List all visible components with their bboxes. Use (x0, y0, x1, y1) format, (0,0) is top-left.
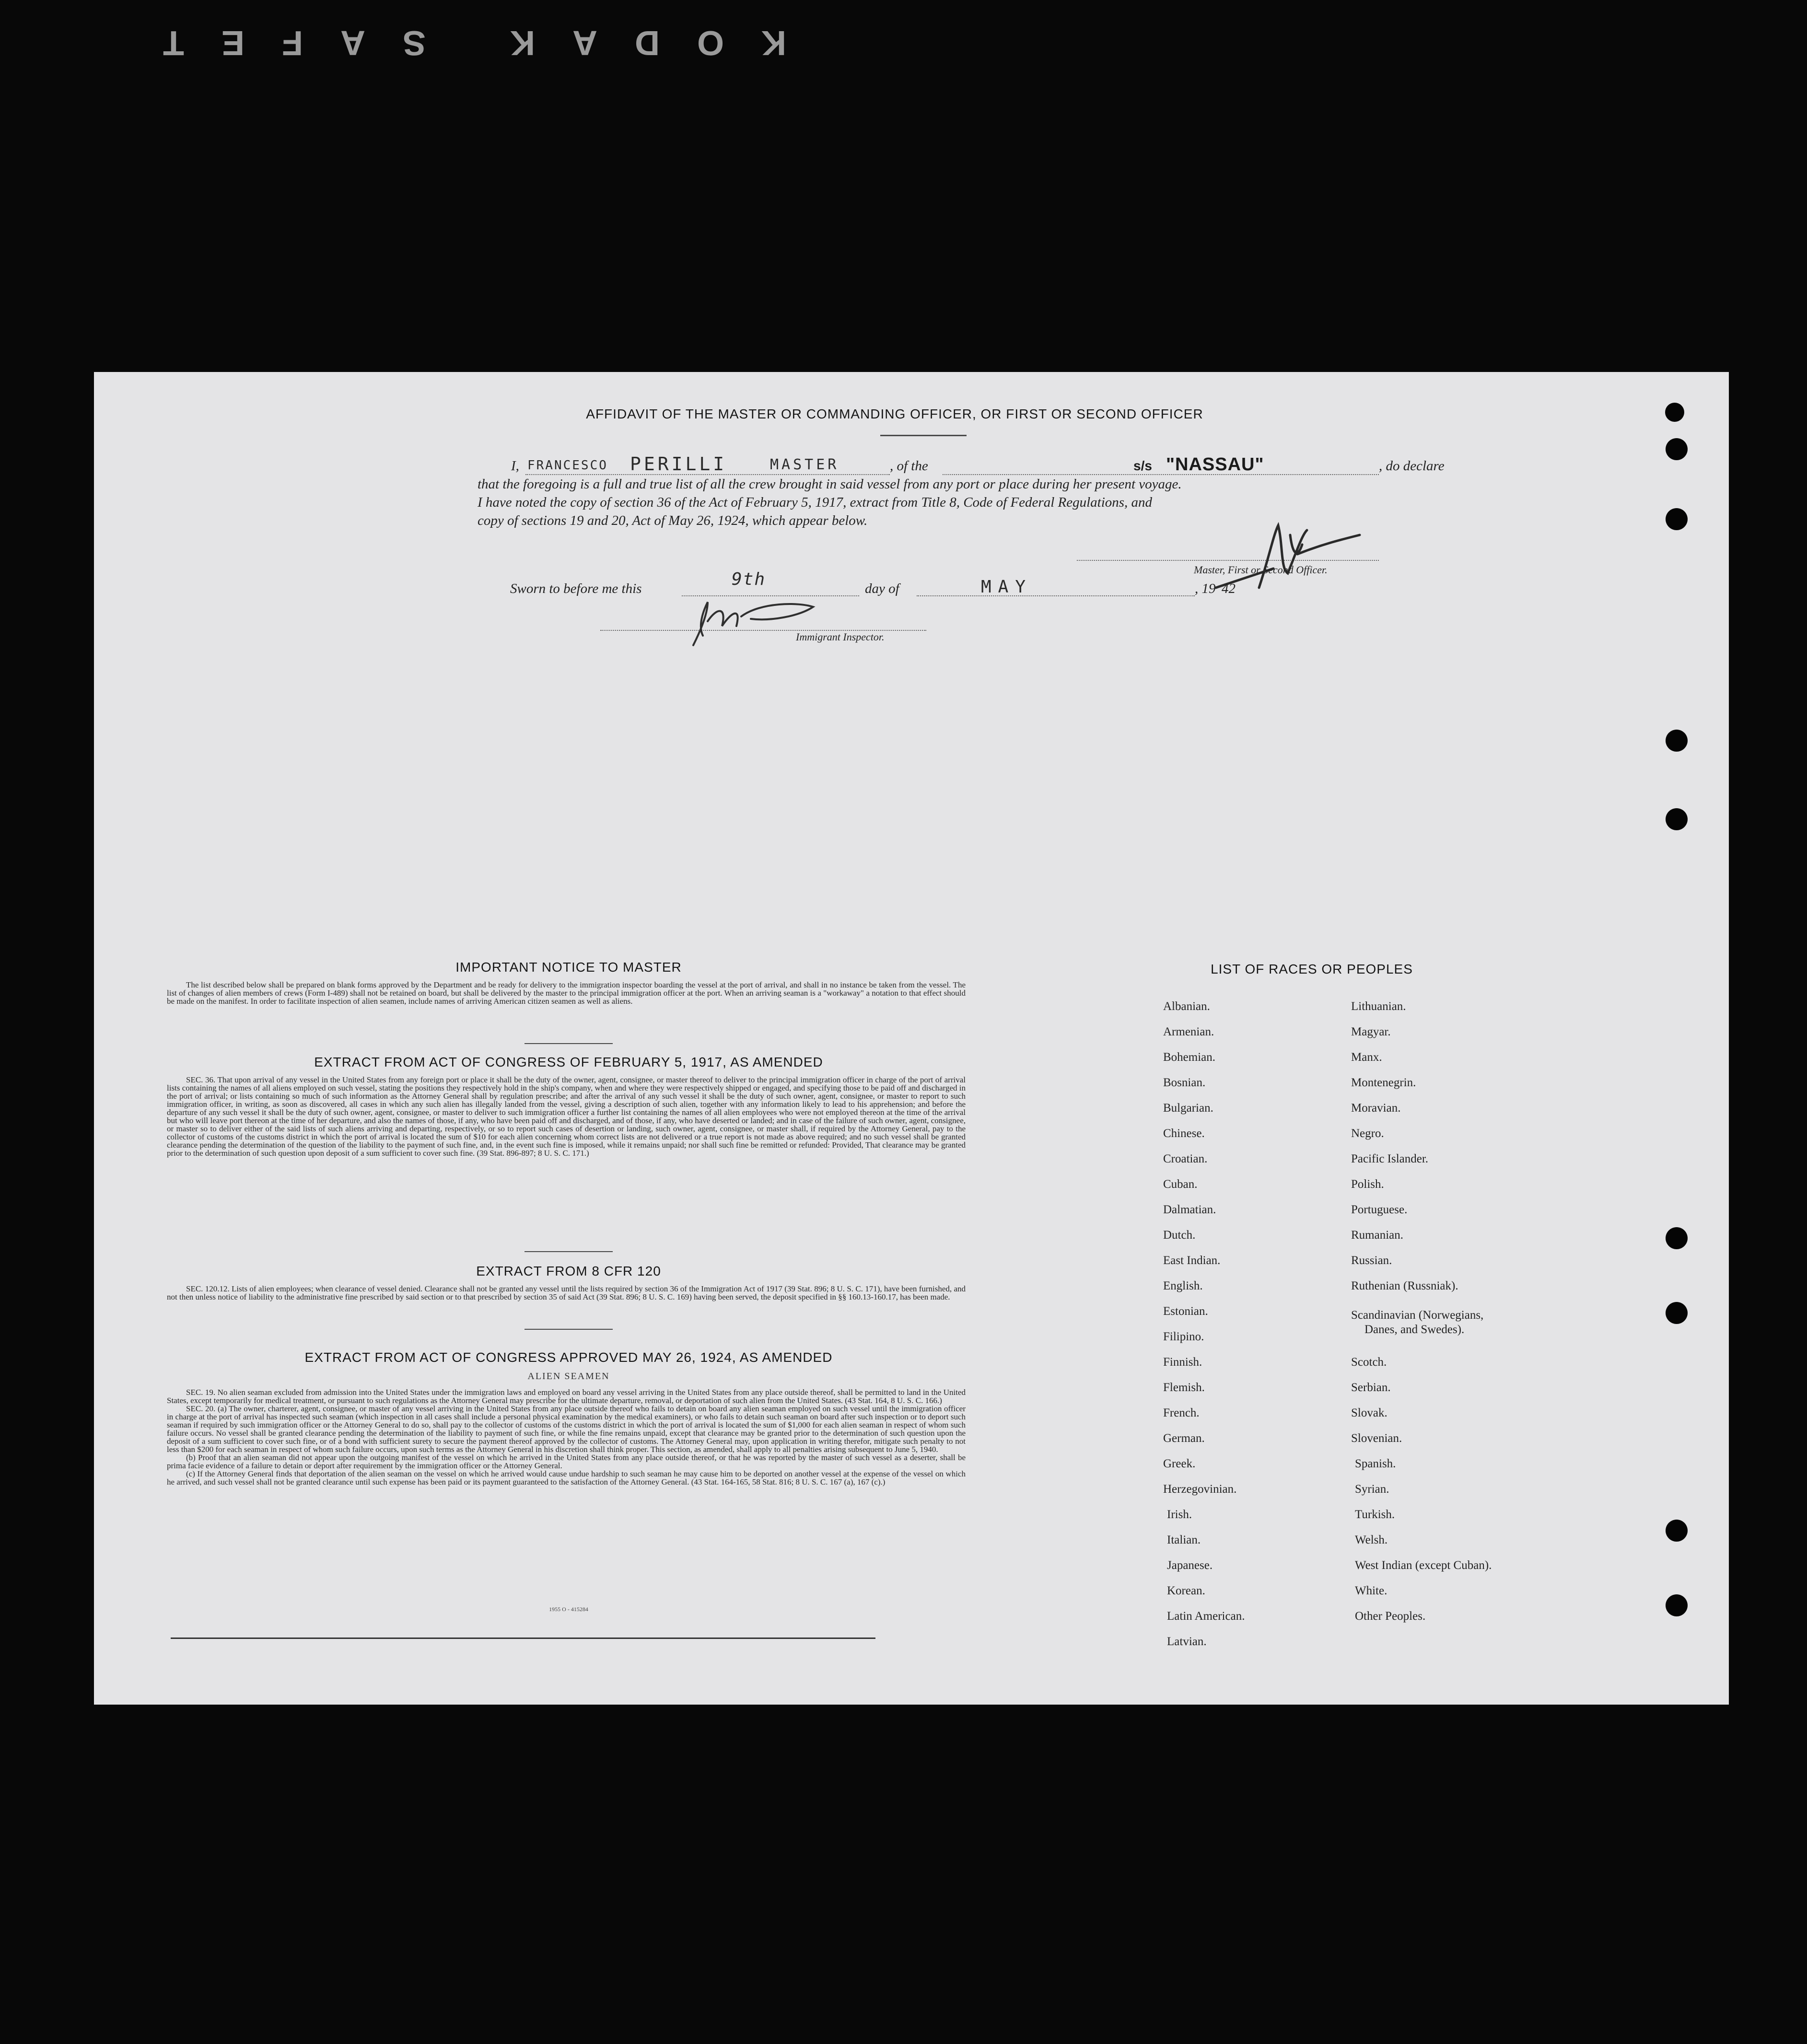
notice-title: IMPORTANT NOTICE TO MASTER (455, 960, 682, 975)
vessel-name: "NASSAU" (1166, 454, 1264, 475)
race-item: Albanian. (1163, 1000, 1210, 1013)
race-item: Ruthenian (Russniak). (1351, 1279, 1458, 1292)
binder-hole (1666, 808, 1688, 830)
race-item: Bulgarian. (1163, 1102, 1213, 1115)
sec-20a: SEC. 20. (a) The owner, charterer, agent, consignee, or master of any vessel arriving in the United States from any place outside thereof who fails to detain on board any alien seaman employed on such vessel until the immigration officer in charge at the port of arrival has inspected such seaman (which inspection in all cases shall include a personal physical examination by the medical examiners), or who fails to detain such seaman on board after such inspection or to deport such seaman if required by such immigration officer or the Attorney General to do so, shall pay to the collector of customs of the customs district in which the port of arrival is located the sum of $1,000 for each alien seaman in respect of whom such failure occurs. No vessel shall be granted clearance pending the determination of the liability to payment of such fine, or while the fine remains unpaid, except that clearance may be granted prior to the determination of such question upon the deposit of a sum sufficient to cover such fine, or of a bond with sufficient surety to secure the payment thereof approved by the collector of customs. The Attorney General may, upon application in writing therefor, mitigate such penalty to not less than $200 for each seaman in respect of whom such failure occurs, upon such terms as the Attorney General in his discretion shall think proper. This section, as amended, shall apply to all penalties arising subsequent to June 5, 1940. (167, 1404, 966, 1454)
inspector-caption: Immigrant Inspector. (796, 631, 885, 643)
race-item: Other Peoples. (1355, 1610, 1426, 1623)
race-item: Korean. (1167, 1584, 1205, 1597)
sec-19: SEC. 19. No alien seaman excluded from admission into the United States under the immigration laws and employed on board any vessel arriving in the United States from any place outside thereof, shall be permitted to land in the United States, except temporarily for medical treatment, or pursuant to such regulations as the Attorney General may prescribe for the ultimate departure, removal, or deportation of such alien from the United States. (43 Stat. 164, 8 U. S. C. 166.) (167, 1388, 966, 1405)
sec-20b: (b) Proof that an alien seaman did not appear upon the outgoing manifest of the vessel on which he arrived in the United States from any place outside thereof, or that he was reported by the master of such vessel as a deserter, shall be prima facie evidence of a failure to detain or deport after requirement by the immigration officer or the Attorney General. (167, 1453, 966, 1470)
binder-hole (1665, 403, 1684, 422)
sworn-year: 42 (1222, 581, 1236, 596)
sworn-label: Sworn to before me this (510, 581, 642, 596)
race-item: Japanese. (1167, 1559, 1213, 1572)
race-item: Spanish. (1355, 1457, 1396, 1470)
alien-seamen-subtitle: ALIEN SEAMEN (527, 1371, 610, 1382)
divider (525, 1043, 613, 1044)
race-item: Serbian. (1351, 1381, 1391, 1394)
race-item: Pacific Islander. (1351, 1152, 1429, 1165)
race-item: Filipino. (1163, 1330, 1204, 1343)
race-item: Herzegovinian. (1163, 1483, 1237, 1496)
race-item: East Indian. (1163, 1254, 1221, 1267)
vessel-fill-line (943, 474, 1379, 475)
race-item: Greek. (1163, 1457, 1196, 1470)
sec-20c: (c) If the Attorney General finds that deportation of the alien seaman on the vessel on which he arrived would cause undue hardship to such seaman he may cause him to be deported on another vessel at the expense of the vessel on which he arrived, and such vessel shall not be granted clearance until such expense has been paid or its payment guaranteed to the satisfaction of the Attorney General. (43 Stat. 164-165, 58 Stat. 816; 8 U. S. C. 167 (a), 167 (c).) (167, 1469, 966, 1487)
race-item: White. (1355, 1584, 1387, 1597)
race-item: Negro. (1351, 1127, 1384, 1140)
title-divider (880, 435, 967, 436)
race-item: Flemish. (1163, 1381, 1205, 1394)
divider (525, 1251, 613, 1252)
master-first-name: FRANCESCO (527, 458, 608, 473)
race-item: Manx. (1351, 1051, 1382, 1064)
master-signature (1187, 516, 1398, 602)
extract-1917-title: EXTRACT FROM ACT OF CONGRESS OF FEBRUARY 5, 1917, AS AMENDED (314, 1055, 823, 1069)
race-item: Estonian. (1163, 1305, 1208, 1318)
extract-1924-title: EXTRACT FROM ACT OF CONGRESS APPROVED MAY 26, 1924, AS AMENDED (304, 1350, 833, 1365)
race-item: Lithuanian. (1351, 1000, 1406, 1013)
race-item: Chinese. (1163, 1127, 1205, 1140)
race-item: English. (1163, 1279, 1203, 1292)
master-last-name: PERILLI (630, 453, 727, 475)
print-code: 1955 O - 415284 (549, 1606, 588, 1613)
divider (525, 1329, 613, 1330)
race-item: Croatian. (1163, 1152, 1208, 1165)
races-title: LIST OF RACES OR PEOPLES (1211, 962, 1413, 976)
race-item: Rumanian. (1351, 1229, 1404, 1242)
race-item: West Indian (except Cuban). (1355, 1559, 1492, 1572)
race-item: Turkish. (1355, 1508, 1395, 1521)
day-of-label: day of (865, 581, 899, 596)
vessel-prefix: s/s (1133, 458, 1152, 473)
race-item: Latvian. (1167, 1635, 1207, 1648)
binder-hole (1666, 1594, 1688, 1616)
race-item: Slovenian. (1351, 1432, 1402, 1445)
race-item: French. (1163, 1406, 1200, 1419)
race-item: Welsh. (1355, 1533, 1388, 1546)
extract-1917-text: SEC. 36. That upon arrival of any vessel in the United States from any foreign port or place it shall be the duty of the owner, agent, consignee, or master thereof to deliver to the principal immigration officer in charge of the port of arrival lists containing the names of all aliens employed on such vessel, stating the positions they respectively hold in the ship's company, when and where they were respectively shipped or engaged, and specifying those to be paid off and discharged in the port of arrival; or lists containing so much of such information as the Attorney General shall by regulation prescribe; and after the arrival of any such vessel it shall be the duty of such owner, agent, consignee, or master to report to such immigration officer, in writing, as soon as discovered, all cases in which any such alien has illegally landed from the vessel, giving a description of such alien, together with any information likely to lead to his apprehension; and before the departure of any such vessel it shall be the duty of such owner, agent, consignee, or master to deliver to such immigration officer a further list containing the names of all alien employees who were not employed thereon at the time of the arrival but who will leave port thereon at the time of her departure, and also the names of those, if any, who have been paid off and discharged, and of those, if any, who have deserted or landed; and in case of the failure of such owner, agent, consignee, or master so to deliver either of the said lists of such aliens arriving and departing, respectively, or so to report such cases of desertion or landing, such owner, agent, consignee, or master shall, if required by the Attorney General, pay to the collector of customs of the customs district in which the port of arrival is located the sum of $10 for each alien concerning whom correct lists are not delivered or a true report is not made as above required; and no such vessel shall be granted clearance pending the determination of the question of the liability to the payment of such fine, and, in the event such fine is imposed, while it remains unpaid; nor shall such fine be remitted or refunded: Provided, That clearance may be granted prior to the determination of such question upon deposit of a sum sufficient to cover such fine. (39 Stat. 896-897; 8 U. S. C. 171.) (167, 1075, 966, 1158)
film-edge-marking: KODAK SAFET (126, 23, 786, 62)
master-rank: MASTER (770, 456, 839, 473)
race-item: Syrian. (1355, 1483, 1389, 1496)
month-fill-line (917, 595, 1195, 596)
race-item: Dalmatian. (1163, 1203, 1216, 1216)
day-fill-line (682, 595, 859, 596)
race-item: Moravian. (1351, 1102, 1401, 1115)
race-item: Scotch. (1351, 1356, 1387, 1369)
extract-1924-text (167, 1388, 966, 1486)
binder-hole (1666, 438, 1688, 460)
affidavit-line4: copy of sections 19 and 20, Act of May 26, 1924, which appear below. (478, 513, 868, 528)
binder-hole (1666, 508, 1688, 530)
binder-hole (1666, 1227, 1688, 1249)
race-item: Irish. (1167, 1508, 1192, 1521)
binder-hole (1666, 1520, 1688, 1542)
race-item: Portuguese. (1351, 1203, 1408, 1216)
of-the-label: , of the (890, 458, 928, 474)
extract-cfr-text: SEC. 120.12. Lists of alien employees; when clearance of vessel denied. Clearance shall not be granted any vessel until the lists required by section 36 of the Immigration Act of 1917 (39 Stat. 896; 8 U. S. C. 171), have been furnished, and not then unless notice of liability to the administrative fine prescribed by said section or to that prescribed by section 35 of said Act (39 Stat. 896; 8 U. S. C. 169) having been served, the deposit specified in §§ 160.13-160.17, has been made. (167, 1284, 966, 1301)
sworn-month: MAY (981, 577, 1033, 597)
race-item: Bosnian. (1163, 1076, 1206, 1089)
affidavit-line1-end: , do declare (1379, 458, 1445, 474)
affidavit-line2: that the foregoing is a full and true list of all the crew brought in said vessel from any port or place during her present voyage. (478, 476, 1182, 492)
race-item: Slovak. (1351, 1406, 1387, 1419)
race-item: Dutch. (1163, 1229, 1196, 1242)
binder-hole (1666, 1302, 1688, 1324)
race-item: Finnish. (1163, 1356, 1202, 1369)
master-caption: Master, First or Second Officer. (1194, 564, 1328, 576)
race-item: Bohemian. (1163, 1051, 1216, 1064)
affidavit-line3: I have noted the copy of section 36 of the Act of February 5, 1917, extract from Title 8, Code of Federal Regulations, and (478, 495, 1153, 510)
race-item: Montenegrin. (1351, 1076, 1416, 1089)
race-item: Italian. (1167, 1533, 1201, 1546)
footer-rule (171, 1638, 875, 1639)
race-item: Latin American. (1167, 1610, 1245, 1623)
race-item: Cuban. (1163, 1178, 1198, 1191)
affidavit-line1-start: I, (511, 458, 519, 474)
race-item: Scandinavian (Norwegians, (1351, 1309, 1484, 1322)
race-item: Danes, and Swedes). (1364, 1323, 1465, 1336)
extract-cfr-title: EXTRACT FROM 8 CFR 120 (476, 1264, 661, 1278)
notice-text: The list described below shall be prepared on blank forms approved by the Department and be ready for delivery to the immigration inspector boarding the vessel at the port of arrival, and shall in no instance be taken from the vessel. The list of changes of alien members of crews (Form I-489) shall not be retained on board, but shall be delivered by the master to the principal immigration officer at the port. When an arriving seaman is a "workaway" a notation to that effect should be made on the manifest. In order to facilitate inspection of alien seamen, include names of arriving American citizen seamen as well as aliens. (167, 980, 966, 1006)
year-prefix: , 19 (1195, 581, 1216, 596)
race-item: Magyar. (1351, 1025, 1391, 1038)
race-item: Armenian. (1163, 1025, 1214, 1038)
race-item: Polish. (1351, 1178, 1384, 1191)
manifest-page (94, 372, 1729, 1705)
binder-hole (1666, 730, 1688, 752)
race-item: German. (1163, 1432, 1205, 1445)
sworn-day: 9th (732, 569, 766, 589)
affidavit-title: AFFIDAVIT OF THE MASTER OR COMMANDING OFFICER, OR FIRST OR SECOND OFFICER (586, 406, 1203, 421)
race-item: Russian. (1351, 1254, 1392, 1267)
